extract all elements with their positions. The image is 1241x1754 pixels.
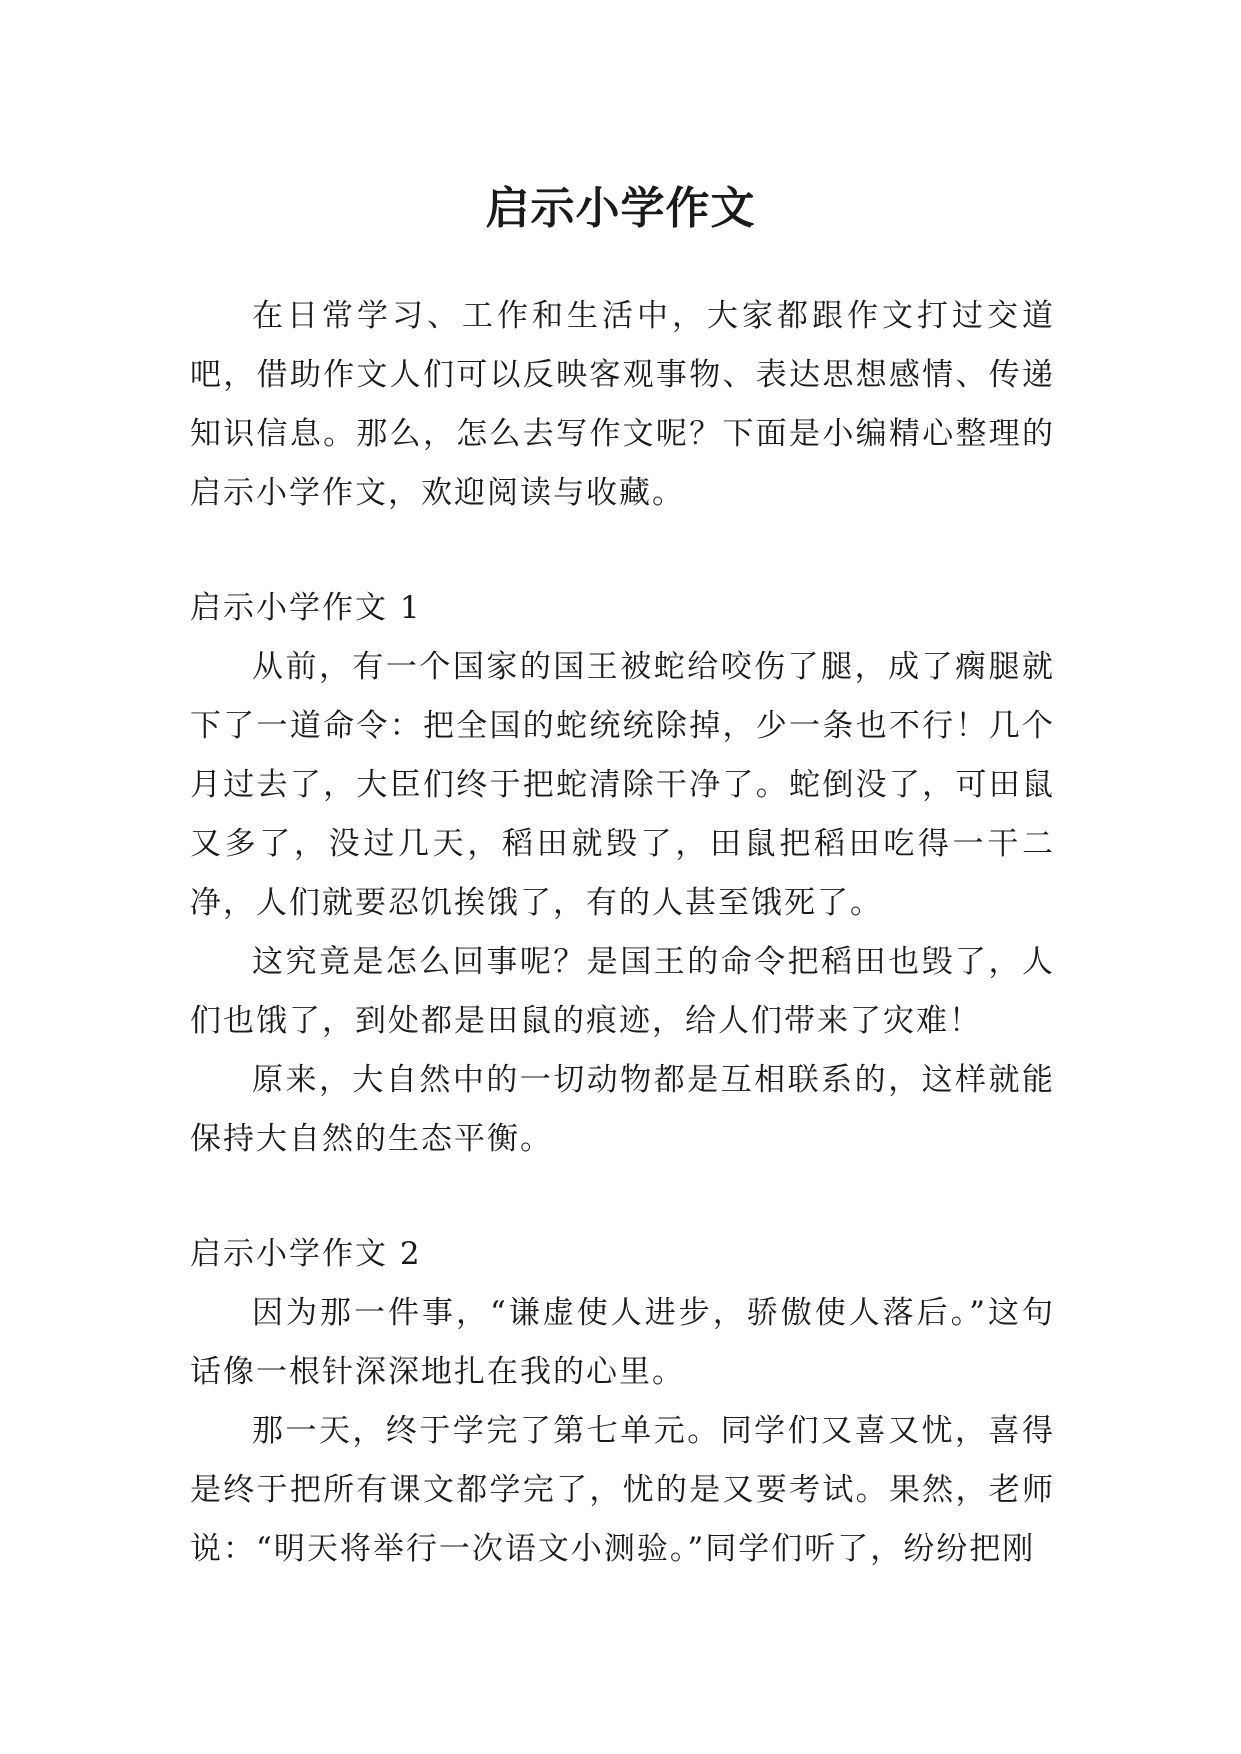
section-paragraph: 原来，大自然中的一切动物都是互相联系的，这样就能保持大自然的生态平衡。	[190, 1062, 1055, 1157]
page-title: 启示小学作文	[485, 183, 756, 235]
section-heading: 启示小学作文 2	[190, 1236, 422, 1272]
spacer	[190, 1169, 1055, 1225]
intro-paragraph: 在日常学习、工作和生活中，大家都跟作文打过交道吧，借助作文人们可以反映客观事物、表达思想感情、传递知识信息。那么，怎么去写作文呢？下面是小编精心整理的启示小学作文，欢迎阅读与收藏。	[190, 298, 1055, 511]
section-paragraph: 从前，有一个国家的国王被蛇给咬伤了腿，成了瘸腿就下了一道命令：把全国的蛇统统除掉，少一条也不行！几个月过去了，大臣们终于把蛇清除干净了。蛇倒没了，可田鼠又多了，没过几天，稻田就毁了，田鼠把稻田吃得一干二净，人们就要忍饥挨饿了，有的人甚至饿死了。	[190, 649, 1055, 921]
section-heading: 启示小学作文 1	[190, 590, 422, 626]
spacer	[190, 523, 1055, 579]
document-body	[190, 287, 1055, 1579]
section-paragraph: 那一天，终于学完了第七单元。同学们又喜又忧，喜得是终于把所有课文都学完了，忧的是又要考试。果然，老师说：“明天将举行一次语文小测验。”同学们听了，纷纷把刚	[190, 1413, 1055, 1567]
section-paragraph: 这究竟是怎么回事呢？是国王的命令把稻田也毁了，人们也饿了，到处都是田鼠的痕迹，给人们带来了灾难！	[190, 944, 1055, 1039]
section-paragraph: 因为那一件事，“谦虚使人进步，骄傲使人落后。”这句话像一根针深深地扎在我的心里。	[190, 1295, 1055, 1390]
section-2	[190, 1225, 1055, 1579]
section-1	[190, 579, 1055, 1169]
